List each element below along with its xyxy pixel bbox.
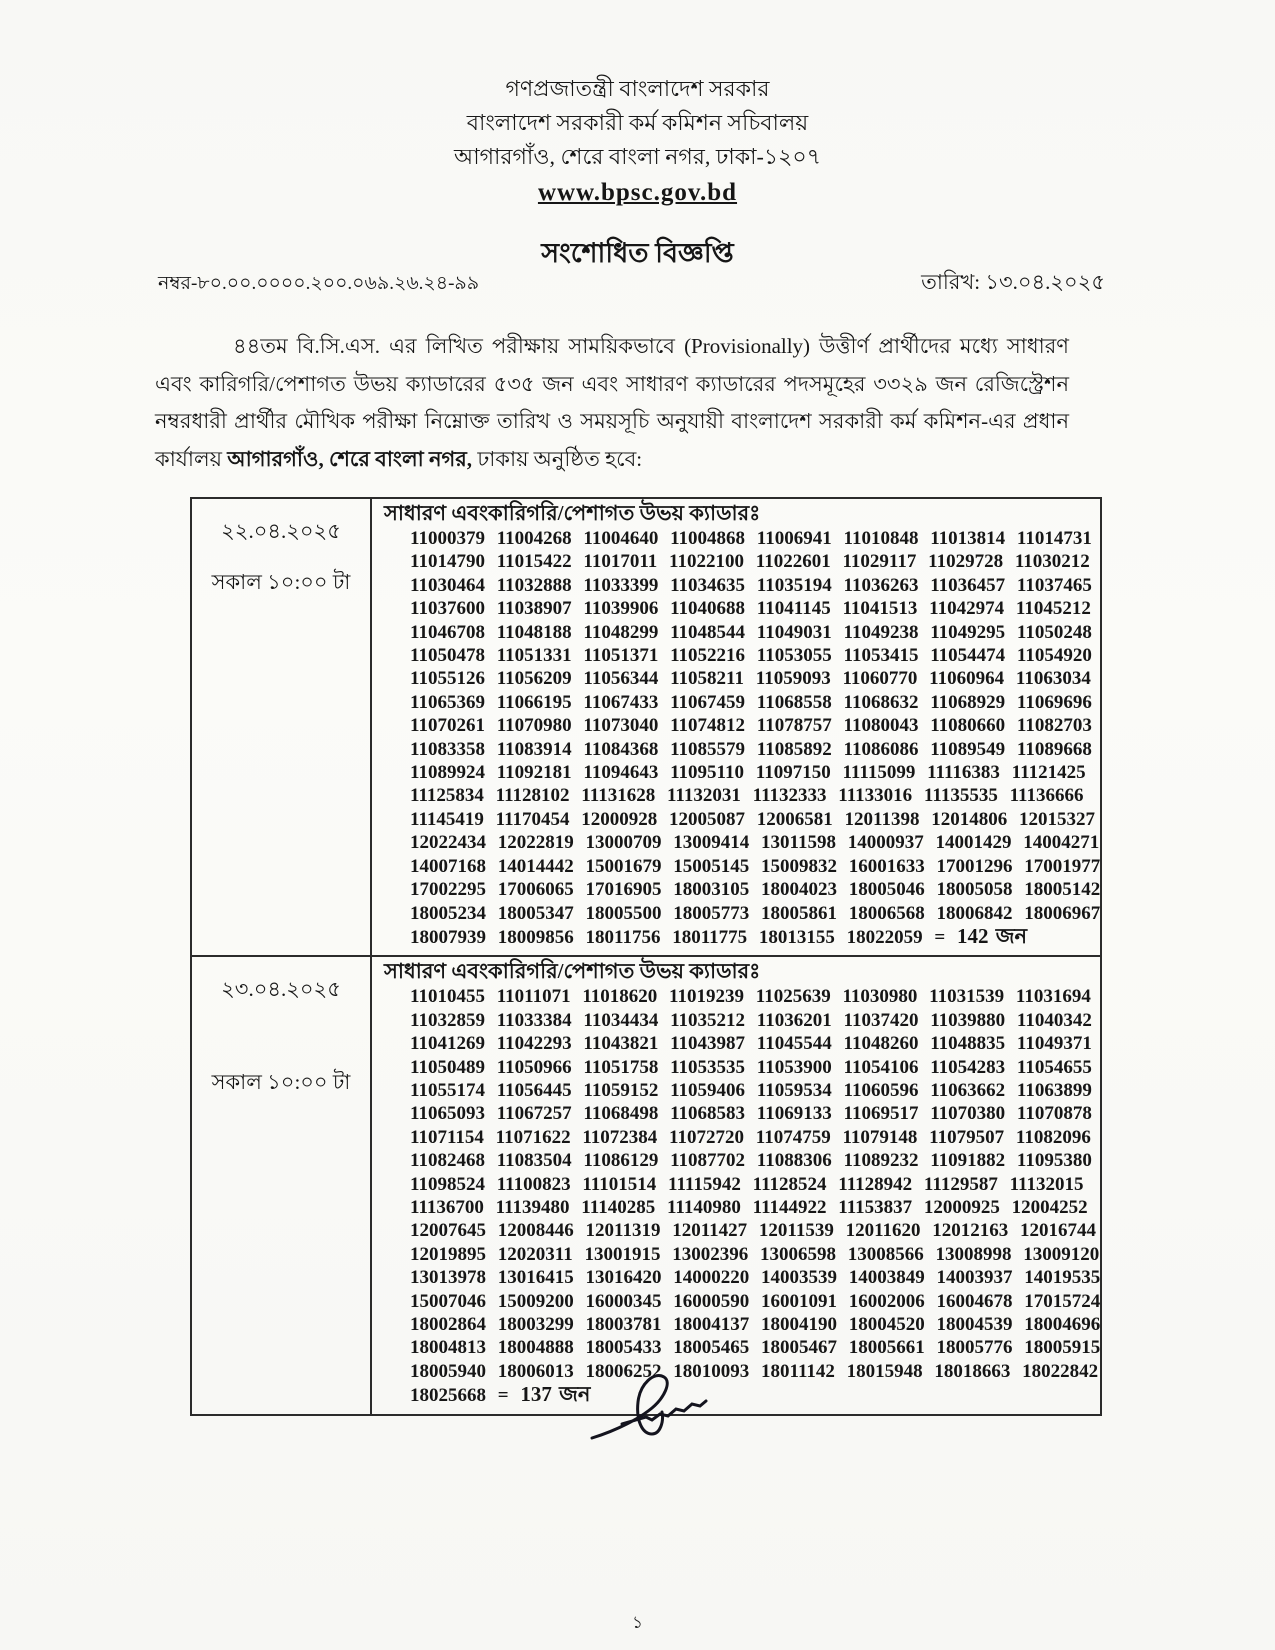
number-row: 11030464 11032888 11033399 11034635 11035194 11036263 11036457 11037465 <box>410 574 1092 596</box>
notice-title: সংশোধিত বিজ্ঞপ্তি <box>541 238 734 268</box>
page-number: ১ <box>631 1613 644 1632</box>
number-row: 18004813 18004888 18005433 18005465 18005467 18005661 18005776 18005915 <box>410 1337 1101 1359</box>
memo-row <box>158 266 1105 301</box>
number-row: 11070261 11070980 11073040 11074812 11078757 11080043 11080660 11082703 <box>410 715 1092 737</box>
website-link: www.bpsc.gov.bd <box>537 179 738 206</box>
session-time: সকাল ১০:০০ টা <box>211 1070 351 1095</box>
number-row: 11098524 11100823 11101514 11115942 11128524 11128942 11129587 11132015 <box>410 1173 1084 1195</box>
number-row: 11050478 11051331 11051371 11052216 11053055 11053415 11054474 11054920 <box>410 645 1092 667</box>
category-header: সাধারণ এবংকারিগরি/পেশাগত উভয় ক্যাডারঃ <box>384 959 761 984</box>
intro-venue-bold: আগারগাঁও, শেরে বাংলা নগর, <box>227 446 473 471</box>
registration-numbers <box>384 985 1101 1407</box>
number-row: 11014790 11015422 11017011 11022100 11022601 11029117 11029728 11030212 <box>410 551 1090 573</box>
signature-scribble <box>588 1368 738 1448</box>
intro-paragraph <box>155 328 1069 478</box>
number-row: 11065093 11067257 11068498 11068583 11069133 11069517 11070380 11070878 <box>410 1103 1092 1125</box>
number-row: 18005940 18006013 18006252 18010093 18011142 18015948 18018663 18022842 <box>410 1360 1099 1382</box>
number-row: 15007046 15009200 16000345 16000590 16001091 16002006 16004678 17015724 <box>410 1290 1101 1312</box>
number-row: 18007939 18009856 18011756 18011775 18013155 18022059 = 142 জন <box>410 923 1028 948</box>
letterhead <box>0 72 1275 278</box>
number-row: 11010455 11011071 11018620 11019239 11025639 11030980 11031539 11031694 <box>410 986 1091 1008</box>
number-row: 12007645 12008446 12011319 12011427 12011539 12011620 12012163 12016744 <box>410 1220 1097 1242</box>
number-row: 11037600 11038907 11039906 11040688 11041145 11041513 11042974 11045212 <box>410 598 1091 620</box>
number-row: 11055174 11056445 11059152 11059406 11059534 11060596 11063662 11063899 <box>410 1079 1092 1101</box>
number-row: 12019895 12020311 13001915 13002396 13006598 13008566 13008998 13009120 <box>410 1243 1100 1265</box>
government-name: গণপ্রজাতন্ত্রী বাংলাদেশ সরকার <box>505 76 770 101</box>
office-address: আগারগাঁও, শেরে বাংলা নগর, ঢাকা-১২০৭ <box>453 144 822 169</box>
category-header: সাধারণ এবংকারিগরি/পেশাগত উভয় ক্যাডারঃ <box>384 501 761 525</box>
session-date: ২৩.০৪.২০২৫ <box>221 977 341 1002</box>
schedule-row-1 <box>191 498 1101 956</box>
session-2-date-cell <box>191 956 371 1414</box>
number-row: 18002864 18003299 18003781 18004137 18004190 18004520 18004539 18004696 <box>410 1314 1101 1335</box>
session-1-date-cell <box>191 498 371 956</box>
number-row: 12022434 12022819 13000709 13009414 13011598 14000937 14001429 14004271 <box>410 832 1100 854</box>
number-row: 11136700 11139480 11140285 11140980 11144922 11153837 12000925 12004252 <box>410 1196 1088 1218</box>
number-row: 17002295 17006065 17016905 18003105 18004023 18005046 18005058 18005142 <box>410 879 1101 901</box>
number-row: 11145419 11170454 12000928 12005087 12006581 12011398 12014806 12015327 <box>410 808 1096 830</box>
number-row: 11083358 11083914 11084368 11085579 11085892 11086086 11089549 11089668 <box>410 738 1092 760</box>
schedule-row-2 <box>191 956 1101 1414</box>
memo-number: নম্বর-৮০.০০.০০০০.২০০.০৬৯.২৬.২৪-৯৯ <box>158 273 480 294</box>
number-row: 11055126 11056209 11056344 11058211 11059093 11060770 11060964 11063034 <box>410 668 1091 690</box>
registration-numbers <box>384 527 1101 949</box>
number-row: 11000379 11004268 11004640 11004868 11006941 11010848 11013814 11014731 <box>410 528 1092 549</box>
schedule-table <box>190 497 1102 1416</box>
number-row: 11071154 11071622 11072384 11072720 11074759 11079148 11079507 11082096 <box>410 1126 1091 1148</box>
memo-date: তারিখ: ১৩.০৪.২০২৫ <box>921 270 1105 294</box>
intro-text-end: ঢাকায় অনুষ্ঠিত হবে: <box>472 446 643 471</box>
number-row: 11065369 11066195 11067433 11067459 11068558 11068632 11068929 11069696 <box>410 691 1092 713</box>
number-row: 14007168 14014442 15001679 15005145 15009832 16001633 17001296 17001977 <box>410 855 1101 877</box>
number-row: 11082468 11083504 11086129 11087702 11088306 11089232 11091882 11095380 <box>410 1150 1092 1172</box>
number-row: 11032859 11033384 11034434 11035212 11036201 11037420 11039880 11040342 <box>410 1009 1092 1031</box>
website-line <box>0 179 1275 207</box>
number-row: 18005234 18005347 18005500 18005773 18005861 18006568 18006842 18006967 <box>410 902 1101 924</box>
number-row: 11041269 11042293 11043821 11043987 11045544 11048260 11048835 11049371 <box>410 1033 1092 1055</box>
session-total: 142 জন <box>956 923 1028 948</box>
office-name: বাংলাদেশ সরকারী কর্ম কমিশন সচিবালয় <box>466 110 809 135</box>
number-row: 18025668 = 137 জন <box>410 1382 591 1407</box>
intro-text-start: ৪৪তম বি.সি.এস. এর লিখিত পরীক্ষায় সাময়িকভাবে (Provisionally) উত্তীর্ণ প্রার্থীদের মধ্যে সাধারণ এবং কারিগরি/পেশাগত উভয় ক্যাডারের ৫৩৫ জন এবং সাধারণ ক্যাডারের পদসমূহের ৩৩২৯ জন রেজিস্ট্রেশন নম্বরধারী প্রার্থীর মৌখিক পরীক্ষা নিম্নোক্ত তারিখ ও সময়সূচি অনুযায়ী বাংলাদেশ সরকারী কর্ম কমিশন-এর প্রধান কার্যালয় <box>155 334 1069 471</box>
session-total: 137 জন <box>520 1382 591 1407</box>
session-2-numbers-cell <box>371 956 1101 1414</box>
number-row: 11125834 11128102 11131628 11132031 11132333 11133016 11135535 11136666 <box>410 785 1084 807</box>
session-time: সকাল ১০:০০ টা <box>211 570 351 594</box>
number-row: 13013978 13016415 13016420 14000220 14003539 14003849 14003937 14019535 <box>410 1267 1101 1289</box>
number-row: 11046708 11048188 11048299 11048544 11049031 11049238 11049295 11050248 <box>410 621 1092 643</box>
session-date: ২২.০৪.২০২৫ <box>221 519 341 543</box>
session-1-numbers-cell <box>371 498 1101 956</box>
number-row: 11050489 11050966 11051758 11053535 11053900 11054106 11054283 11054655 <box>410 1056 1092 1078</box>
number-row: 11089924 11092181 11094643 11095110 11097150 11115099 11116383 11121425 <box>410 762 1086 784</box>
